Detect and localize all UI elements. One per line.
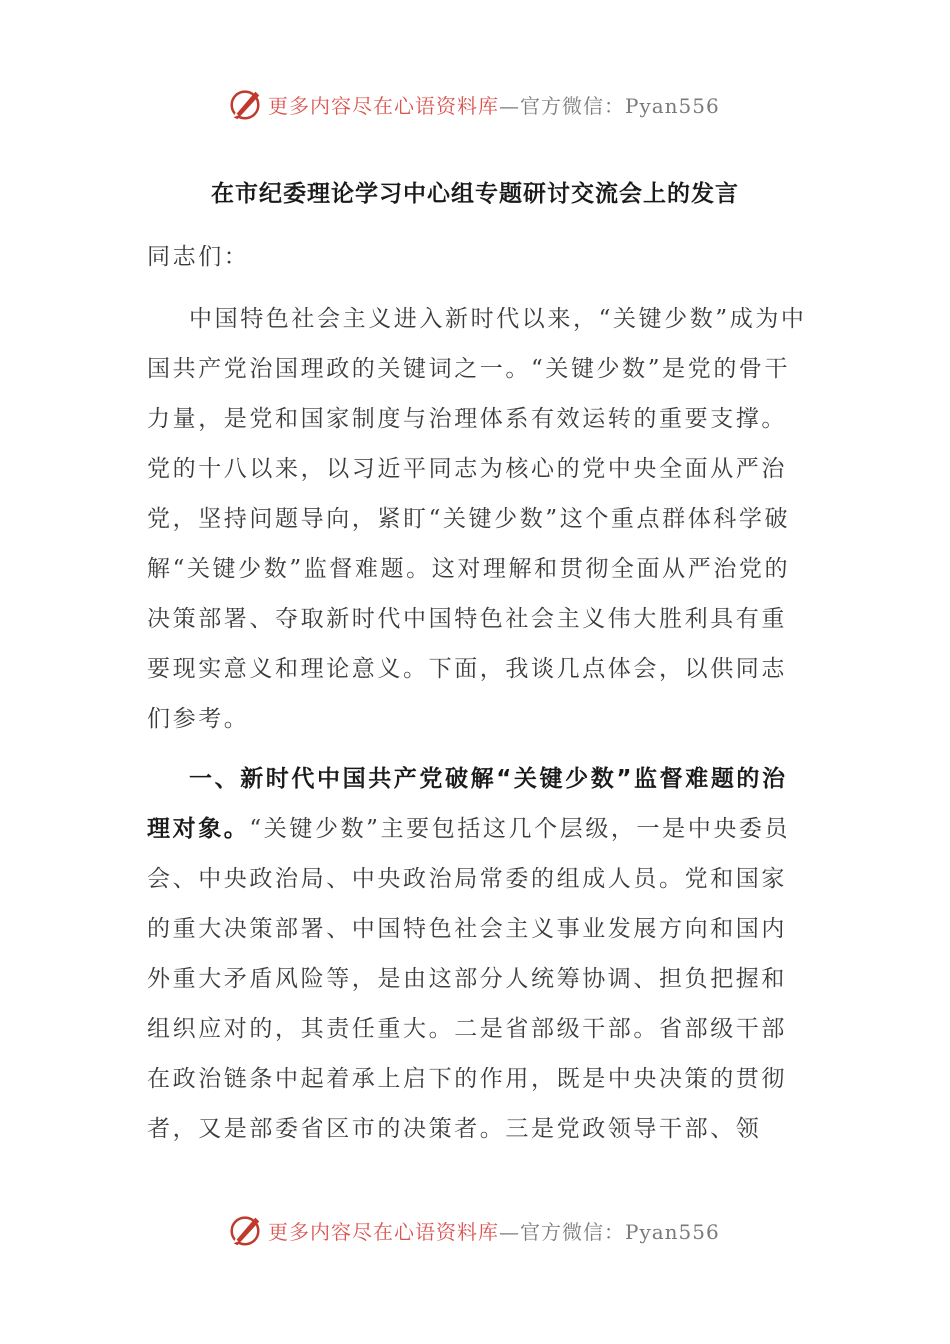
watermark-text: 更多内容尽在心语资料库 (268, 1219, 499, 1244)
watermark-banner-top (226, 84, 720, 124)
section-body: “关键少数”主要包括这几个层级，一是中央委员会、中央政治局、中央政治局常委的组成人员。党和国家的重大决策部署、中国特色社会主义事业发展方向和国内外重大矛盾风险等，是由这部分人统筹协调、担负把握和组织应对的，其责任重大。二是省部级干部。省部级干部在政治链条中起着承上启下的作用，既是中央决策的贯彻者，又是部委省区市的决策者。三是党政领导干部、领 (147, 816, 791, 1142)
watermark-banner-bottom (226, 1210, 720, 1250)
pen-logo-icon (226, 1211, 264, 1249)
paragraph-intro: 中国特色社会主义进入新时代以来，“关键少数”成为中国共产党治国理政的关键词之一。“关键少数”是党的骨干力量，是党和国家制度与治理体系有效运转的重要支撑。党的十八以来，以习近平同志为核心的党中央全面从严治党，坚持问题导向，紧盯“关键少数”这个重点群体科学破解“关键少数”监督难题。这对理解和贯彻全面从严治党的决策部署、夺取新时代中国特色社会主义伟大胜利具有重要现实意义和理论意义。下面，我谈几点体会，以供同志们参考。 (147, 306, 807, 732)
document-title: 在市纪委理论学习中心组专题研讨交流会上的发言 (211, 181, 739, 207)
salutation: 同志们： (147, 244, 250, 270)
watermark-wechat: —官方微信：Pyan556 (499, 1219, 720, 1244)
watermark-wechat: —官方微信：Pyan556 (499, 93, 720, 118)
paragraph-section-one (147, 754, 807, 1154)
pen-logo-icon (226, 85, 264, 123)
section-heading: 一、新时代中国共产党破解“关键少数”监督难题的治理对象。 (147, 766, 788, 842)
watermark-text: 更多内容尽在心语资料库 (268, 93, 499, 118)
